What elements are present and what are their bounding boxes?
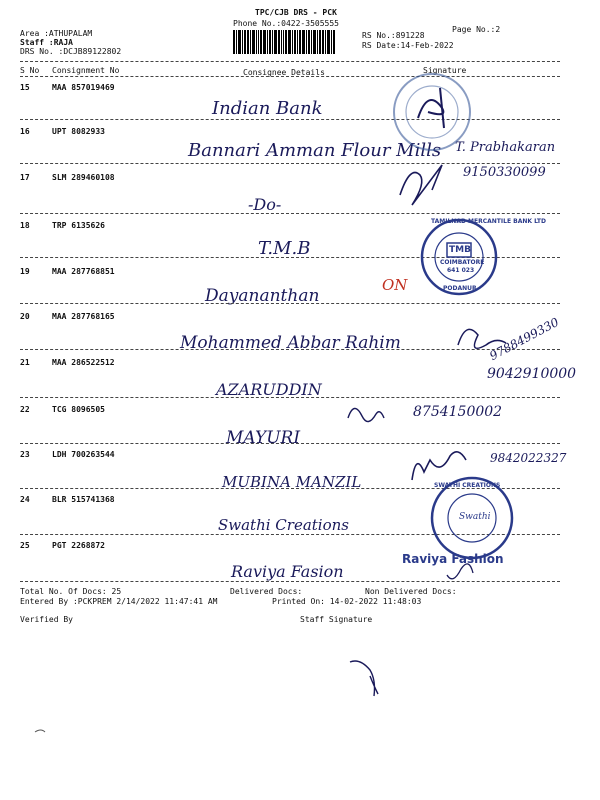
row-sno: 19 bbox=[20, 267, 30, 276]
tmb-city: COIMBATORE bbox=[440, 259, 485, 266]
col-signature: Signature bbox=[423, 66, 467, 75]
signature-scribble bbox=[447, 564, 473, 579]
row-sno: 16 bbox=[20, 127, 30, 136]
consignee-handwriting: AZARUDDIN bbox=[216, 380, 322, 399]
signature-scribble bbox=[348, 408, 384, 421]
page-number: Page No.:2 bbox=[452, 25, 501, 34]
rs-number: RS No.:891228 bbox=[362, 31, 425, 40]
mark-scribble bbox=[35, 730, 45, 732]
consignee-handwriting: Raviya Fasion bbox=[231, 562, 344, 581]
phone-handwriting: 9842022327 bbox=[490, 451, 567, 465]
round-seal-stamp bbox=[394, 74, 470, 150]
row-sno: 17 bbox=[20, 173, 30, 182]
consignee-handwriting: MAYURI bbox=[226, 428, 301, 448]
tmb-stamp-text: TAMILNAD MERCANTILE BANK LTD bbox=[431, 218, 547, 225]
rs-date: RS Date:14-Feb-2022 bbox=[362, 41, 454, 50]
delivered-docs: Delivered Docs: bbox=[230, 587, 303, 596]
consignee-handwriting: Indian Bank bbox=[212, 98, 323, 119]
phone-handwriting: 8754150002 bbox=[413, 404, 503, 420]
consignee-handwriting: Bannari Amman Flour Mills bbox=[188, 140, 442, 161]
row-consignment: MAA 287768851 bbox=[52, 267, 115, 276]
phone-number: Phone No.:0422-3505555 bbox=[233, 19, 339, 28]
staff-label: Staff :RAJA bbox=[20, 38, 73, 47]
staff-signature-label: Staff Signature bbox=[300, 615, 373, 624]
verified-by: Verified By bbox=[20, 615, 73, 624]
printed-on: Printed On: 14-02-2022 11:48:03 bbox=[272, 597, 422, 606]
drs-number: DRS No. :DCJB89122802 bbox=[20, 47, 122, 56]
row-consignment: MAA 287768165 bbox=[52, 312, 115, 321]
row-sno: 15 bbox=[20, 83, 30, 92]
row-sno: 18 bbox=[20, 221, 30, 230]
raviya-fashion-stamp: Raviya Fashion bbox=[402, 552, 504, 566]
row-consignment: LDH 700263544 bbox=[52, 450, 115, 459]
receiver-name-handwriting: T. Prabhakaran bbox=[455, 140, 556, 155]
col-consignment: Consignment No bbox=[52, 66, 120, 75]
consignee-handwriting: Swathi Creations bbox=[218, 516, 349, 534]
signature-scribble bbox=[400, 165, 442, 205]
phone-handwriting: 9150330099 bbox=[463, 165, 546, 180]
consignee-handwriting: Dayananthan bbox=[205, 286, 320, 306]
row-consignment: PGT 2268872 bbox=[52, 541, 105, 550]
row-sno: 24 bbox=[20, 495, 30, 504]
entered-by: Entered By :PCKPREM 2/14/2022 11:47:41 AM bbox=[20, 597, 218, 606]
phone-handwriting: 9788499330 bbox=[487, 314, 562, 364]
col-sno: S No bbox=[20, 66, 40, 75]
verifier-scribble bbox=[350, 661, 378, 696]
col-consignee: Consignee Details bbox=[243, 68, 325, 77]
consignee-handwriting: -Do- bbox=[248, 195, 282, 214]
non-delivered-docs: Non Delivered Docs: bbox=[365, 587, 457, 596]
row-sno: 22 bbox=[20, 405, 30, 414]
creations-stamp-text: SWATHI CREATIONS bbox=[434, 482, 501, 489]
consignee-handwriting: Mohammed Abbar Rahim bbox=[180, 333, 401, 353]
row-consignment: UPT 8082933 bbox=[52, 127, 105, 136]
row-sno: 25 bbox=[20, 541, 30, 550]
phone-handwriting: 9042910000 bbox=[487, 366, 577, 382]
signature-scribble bbox=[412, 452, 466, 480]
row-consignment: TCG 8096505 bbox=[52, 405, 105, 414]
row-consignment: TRP 6135626 bbox=[52, 221, 105, 230]
signature-scribble bbox=[458, 329, 506, 348]
tmb-bank-stamp bbox=[422, 220, 496, 294]
area-label: Area :ATHUPALAM bbox=[20, 29, 93, 38]
consignee-handwriting: T.M.B bbox=[258, 238, 311, 259]
total-docs: Total No. Of Docs: 25 bbox=[20, 587, 122, 596]
row-sno: 20 bbox=[20, 312, 30, 321]
report-title: TPC/CJB DRS - PCK bbox=[255, 8, 337, 17]
creations-stamp-center: Swathi bbox=[459, 512, 491, 522]
tmb-logo: TMB bbox=[449, 245, 471, 255]
row-sno: 23 bbox=[20, 450, 30, 459]
row-sno: 21 bbox=[20, 358, 30, 367]
row-consignment: MAA 857019469 bbox=[52, 83, 115, 92]
tmb-pin: 641 023 bbox=[447, 267, 475, 274]
consignee-handwriting: MUBINA MANZIL bbox=[222, 473, 362, 491]
row-consignment: SLM 289460108 bbox=[52, 173, 115, 182]
row-consignment: MAA 286522512 bbox=[52, 358, 115, 367]
tmb-branch: PODANUR bbox=[443, 285, 477, 292]
red-pen-mark: ON bbox=[382, 276, 408, 294]
row-consignment: BLR 515741368 bbox=[52, 495, 115, 504]
